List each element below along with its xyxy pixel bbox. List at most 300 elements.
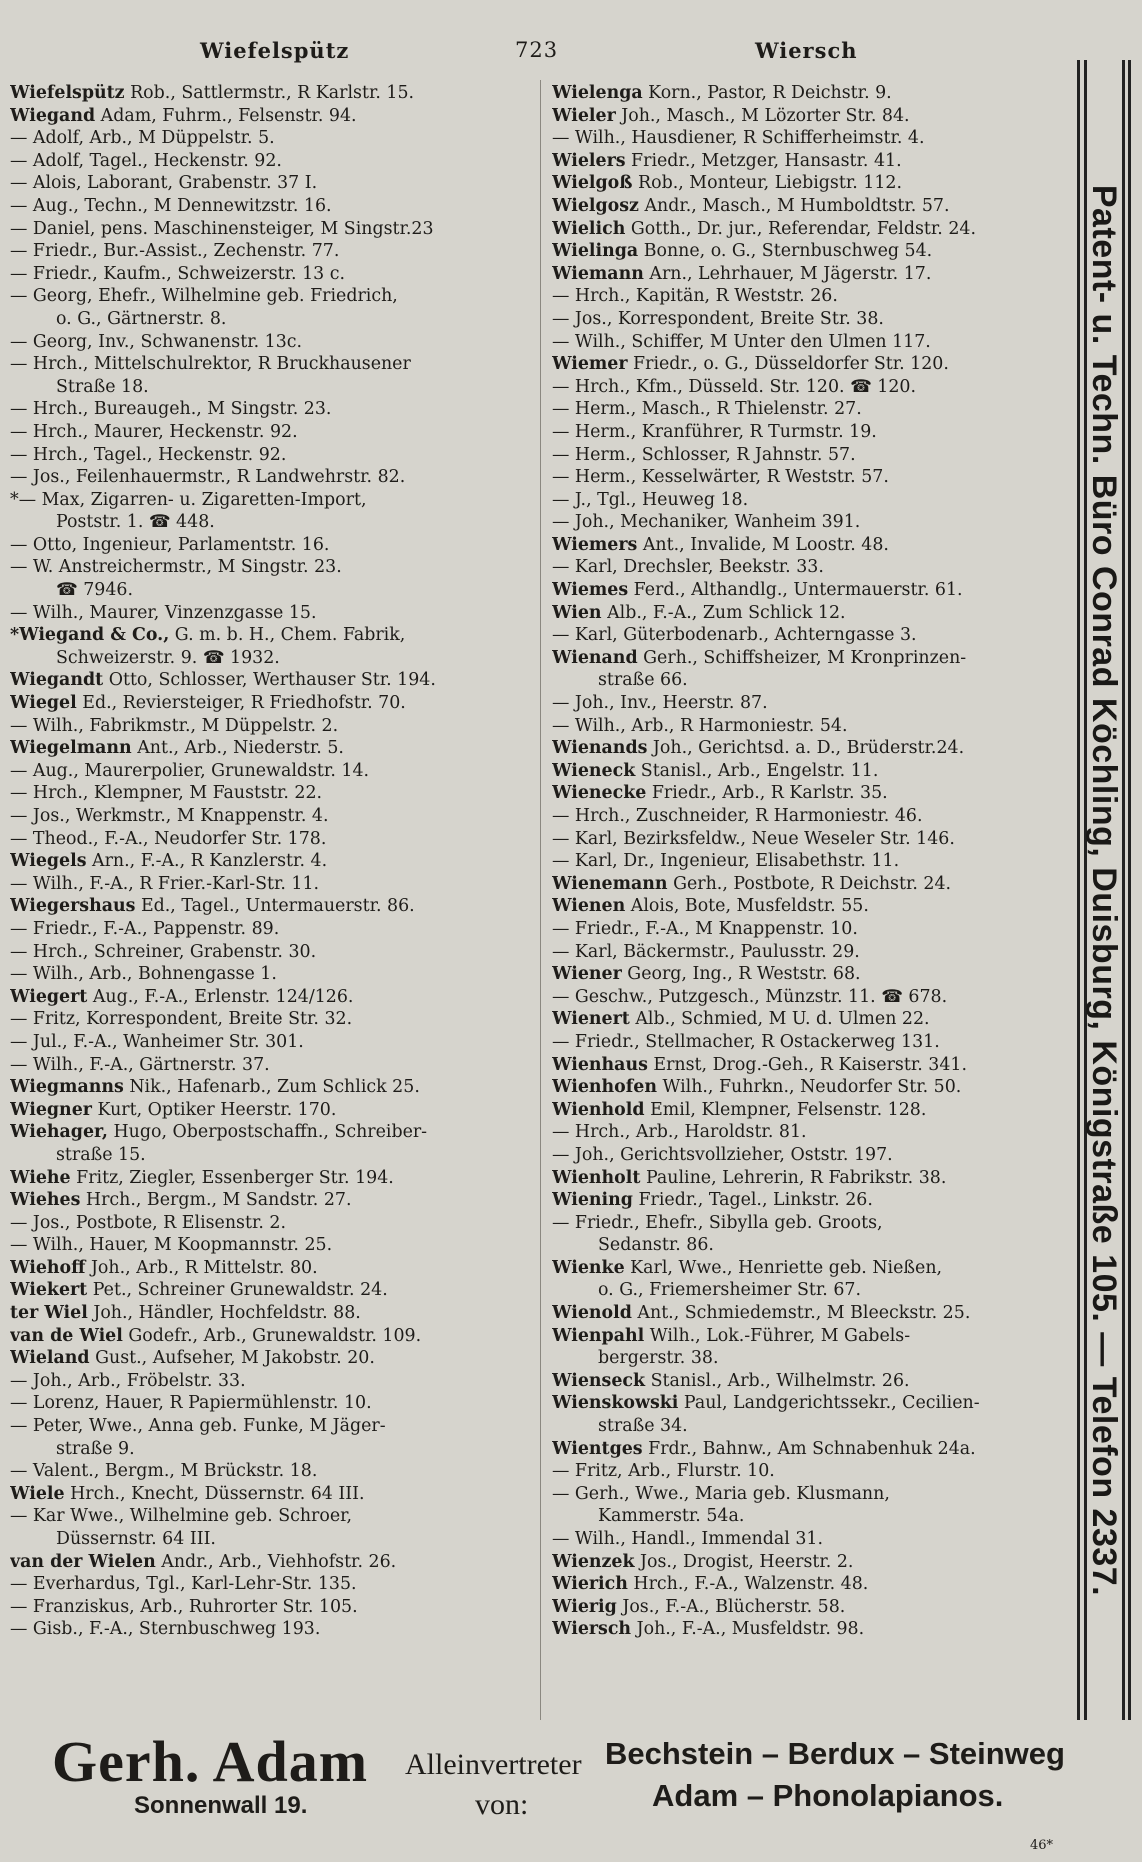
entry-details: — Georg, Ehefr., Wilhelmine geb. Friedrich, <box>10 286 398 307</box>
directory-entry <box>552 1279 1052 1302</box>
directory-entry <box>552 1370 1052 1393</box>
entry-surname: Wienemann <box>552 873 668 894</box>
entry-details: — Herm., Masch., R Thielenstr. 27. <box>552 399 862 420</box>
directory-entry <box>10 647 530 670</box>
entry-surname: Wiekert <box>10 1280 88 1301</box>
entry-surname: Wienhofen <box>552 1077 657 1098</box>
directory-entry <box>552 1302 1052 1325</box>
entry-details: Hrch., Knecht, Düssernstr. 64 III. <box>64 1483 365 1504</box>
entry-surname: Wienecke <box>552 783 647 804</box>
directory-entry <box>552 1234 1052 1257</box>
directory-entry <box>552 105 1052 128</box>
entry-details: Joh., Masch., M Lözorter Str. 84. <box>615 105 910 126</box>
directory-entry <box>10 466 530 489</box>
directory-entry <box>552 850 1052 873</box>
directory-entry <box>552 918 1052 941</box>
entry-details: Düssernstr. 64 III. <box>56 1529 216 1549</box>
header-right-keyword: Wiersch <box>755 38 858 63</box>
entry-details: Godefr., Arb., Grunewaldstr. 109. <box>122 1325 422 1346</box>
entry-details: o. G., Friemersheimer Str. 67. <box>598 1280 862 1301</box>
entry-details: — Friedr., Kaufm., Schweizerstr. 13 c. <box>10 263 345 284</box>
entry-details: Friedr., Tagel., Linkstr. 26. <box>632 1190 873 1211</box>
entry-surname: Wienskowski <box>552 1393 679 1414</box>
entry-details: Hrch., Bergm., M Sandstr. 27. <box>80 1190 352 1211</box>
entry-surname: *Wiegand & Co., <box>10 625 170 646</box>
entry-details: Bonne, o. G., Sternbuschweg 54. <box>638 241 933 262</box>
entry-details: Alb., F.-A., Zum Schlick 12. <box>601 602 846 623</box>
entry-details: — Herm., Kranführer, R Turmstr. 19. <box>552 421 877 442</box>
entry-details: Jos., Drogist, Heerstr. 2. <box>634 1551 854 1572</box>
entry-details: Gotth., Dr. jur., Referendar, Feldstr. 24. <box>625 218 976 239</box>
entry-surname: Wienen <box>552 896 626 917</box>
entry-details: — Jos., Feilenhauermstr., R Landwehrstr. 82. <box>10 467 406 488</box>
directory-entry <box>10 895 530 918</box>
directory-entry <box>552 308 1052 331</box>
column-divider <box>540 80 541 1720</box>
directory-entry <box>552 1460 1052 1483</box>
directory-entry <box>552 1008 1052 1031</box>
directory-entry <box>552 873 1052 896</box>
entry-surname: Wienpahl <box>552 1325 645 1346</box>
advert-brand: Gerh. Adam <box>52 1729 369 1794</box>
entry-details: Adam, Fuhrm., Felsenstr. 94. <box>95 105 357 126</box>
entry-surname: Wiegandt <box>10 670 104 691</box>
directory-entry <box>10 1144 530 1167</box>
directory-entry <box>552 534 1052 557</box>
entry-details: — Lorenz, Hauer, R Papiermühlenstr. 10. <box>10 1393 372 1414</box>
entry-surname: Wieler <box>552 105 616 126</box>
entry-details: — Herm., Schlosser, R Jahnstr. 57. <box>552 444 856 465</box>
entry-details: — Aug., Maurerpolier, Grunewaldstr. 14. <box>10 760 370 781</box>
directory-entry <box>552 444 1052 467</box>
entry-surname: Wienzek <box>552 1551 635 1572</box>
directory-entry <box>552 828 1052 851</box>
entry-surname: Wien <box>552 602 602 623</box>
directory-entry <box>552 240 1052 263</box>
entry-details: Stanisl., Arb., Engelstr. 11. <box>635 760 879 781</box>
entry-surname: Wiegand <box>10 105 96 126</box>
directory-entry <box>10 1325 530 1348</box>
entry-surname: Wiehe <box>10 1167 71 1188</box>
entry-details: — Jos., Postbote, R Elisenstr. 2. <box>10 1212 287 1233</box>
entry-details: — J., Tgl., Heuweg 18. <box>552 489 749 510</box>
entry-details: *— Max, Zigarren- u. Zigaretten-Import, <box>10 489 367 510</box>
directory-entry <box>552 1415 1052 1438</box>
directory-entry <box>10 986 530 1009</box>
entry-surname: Wienhold <box>552 1099 645 1120</box>
directory-entry <box>10 1392 530 1415</box>
entry-details: Schweizerstr. 9. ☎ 1932. <box>56 647 280 668</box>
entry-details: — Otto, Ingenieur, Parlamentstr. 16. <box>10 534 330 555</box>
entry-details: — Wilh., Fabrikmstr., M Düppelstr. 2. <box>10 715 339 736</box>
entry-surname: Wienhaus <box>552 1054 648 1075</box>
directory-entry <box>10 1121 530 1144</box>
directory-entry <box>10 1347 530 1370</box>
entry-details: — Georg, Inv., Schwanenstr. 13c. <box>10 331 303 352</box>
directory-entry <box>552 331 1052 354</box>
directory-entry <box>10 421 530 444</box>
entry-details: — Joh., Mechaniker, Wanheim 391. <box>552 512 861 533</box>
entry-surname: Wiersch <box>552 1619 632 1640</box>
directory-entry <box>10 873 530 896</box>
right-column <box>552 82 1052 1641</box>
directory-entry <box>10 444 530 467</box>
entry-surname: Wiemes <box>552 580 629 601</box>
entry-details: Ed., Reviersteiger, R Friedhofstr. 70. <box>76 693 406 714</box>
directory-entry <box>10 737 530 760</box>
directory-entry <box>10 1076 530 1099</box>
directory-entry <box>552 579 1052 602</box>
directory-entry <box>552 1392 1052 1415</box>
directory-entry <box>10 1618 530 1641</box>
directory-entry <box>10 331 530 354</box>
directory-entry <box>10 1528 530 1551</box>
entry-details: Alois, Bote, Musfeldstr. 55. <box>625 896 869 917</box>
directory-entry <box>552 1189 1052 1212</box>
entry-details: — Hrch., Zuschneider, R Harmoniestr. 46. <box>552 806 923 826</box>
entry-surname: Wienert <box>552 1009 630 1030</box>
entry-surname: Wiemann <box>552 263 644 284</box>
entry-details: — Wilh., F.-A., Gärtnerstr. 37. <box>10 1054 270 1075</box>
directory-entry <box>10 376 530 399</box>
entry-details: — Hrch., Kfm., Düsseld. Str. 120. ☎ 120. <box>552 376 916 397</box>
entry-details: — Aug., Techn., M Dennewitzstr. 16. <box>10 195 332 216</box>
entry-details: Friedr., Arb., R Karlstr. 35. <box>646 783 888 804</box>
directory-entry <box>552 376 1052 399</box>
directory-entry <box>10 579 530 602</box>
directory-entry <box>10 1302 530 1325</box>
directory-entry <box>552 556 1052 579</box>
directory-entry <box>10 195 530 218</box>
entry-details: Friedr., Metzger, Hansastr. 41. <box>625 150 902 171</box>
entry-surname: Wiehes <box>10 1190 81 1211</box>
directory-entry <box>552 1031 1052 1054</box>
entry-details: Ernst, Drog.-Geh., R Kaiserstr. 341. <box>647 1054 967 1075</box>
directory-entry <box>552 715 1052 738</box>
entry-surname: Wienold <box>552 1303 632 1324</box>
entry-surname: Wielinga <box>552 241 639 262</box>
directory-entry <box>10 1438 530 1461</box>
directory-entry <box>10 511 530 534</box>
entry-surname: Wiegner <box>10 1099 92 1120</box>
advert-brands-line-2: Adam – Phonolapianos. <box>652 1778 1004 1813</box>
entry-surname: Wiele <box>10 1483 65 1504</box>
directory-entry <box>552 466 1052 489</box>
directory-entry <box>10 760 530 783</box>
entry-details: Georg, Ing., R Weststr. 68. <box>621 964 861 985</box>
directory-entry <box>552 285 1052 308</box>
entry-details: Paul, Landgerichtssekr., Cecilien- <box>678 1393 980 1414</box>
entry-surname: Wientges <box>552 1438 643 1459</box>
directory-entry <box>552 1596 1052 1619</box>
entry-details: — Franziskus, Arb., Ruhrorter Str. 105. <box>10 1596 358 1617</box>
entry-details: — Fritz, Korrespondent, Breite Str. 32. <box>10 1009 353 1030</box>
entry-surname: Wieneck <box>552 760 636 781</box>
directory-entry <box>10 353 530 376</box>
directory-entry <box>10 150 530 173</box>
directory-entry <box>10 941 530 964</box>
entry-details: — Fritz, Arb., Flurstr. 10. <box>552 1461 775 1482</box>
entry-details: — Wilh., Hausdiener, R Schifferheimstr. 4. <box>552 128 925 149</box>
directory-entry <box>10 1573 530 1596</box>
signature-mark: 46* <box>1030 1838 1054 1853</box>
directory-entry <box>552 1551 1052 1574</box>
directory-entry <box>552 760 1052 783</box>
entry-details: Frdr., Bahnw., Am Schnabenhuk 24a. <box>642 1438 976 1459</box>
directory-entry <box>10 1551 530 1574</box>
entry-details: — Jos., Werkmstr., M Knappenstr. 4. <box>10 806 329 826</box>
entry-details: Aug., F.-A., Erlenstr. 124/126. <box>87 986 354 1007</box>
entry-details: Andr., Arb., Viehhofstr. 26. <box>155 1551 397 1572</box>
directory-entry <box>552 602 1052 625</box>
directory-entry <box>10 1279 530 1302</box>
directory-entry <box>10 285 530 308</box>
directory-entry <box>10 1234 530 1257</box>
entry-details: straße 9. <box>56 1438 135 1459</box>
directory-entry <box>10 308 530 331</box>
entry-details: Rob., Sattlermstr., R Karlstr. 15. <box>124 83 415 103</box>
directory-entry <box>552 986 1052 1009</box>
entry-details: Arn., F.-A., R Kanzlerstr. 4. <box>86 851 328 872</box>
directory-entry <box>552 1347 1052 1370</box>
entry-details: — Hrch., Tagel., Heckenstr. 92. <box>10 444 287 465</box>
directory-entry <box>552 895 1052 918</box>
entry-details: — Wilh., F.-A., R Frier.-Karl-Str. 11. <box>10 873 320 894</box>
entry-details: — Wilh., Schiffer, M Unter den Ulmen 117. <box>552 331 931 352</box>
entry-details: Jos., F.-A., Blücherstr. 58. <box>616 1596 846 1617</box>
directory-entry <box>552 1054 1052 1077</box>
advert-alleinvertreter: Alleinvertreter <box>405 1748 582 1781</box>
entry-details: Pauline, Lehrerin, R Fabrikstr. 38. <box>640 1167 947 1188</box>
directory-entry <box>552 263 1052 286</box>
directory-entry <box>552 1483 1052 1506</box>
entry-surname: Wienholt <box>552 1167 641 1188</box>
entry-surname: Wiener <box>552 964 622 985</box>
entry-details: Gerh., Postbote, R Deichstr. 24. <box>667 873 952 894</box>
entry-surname: Wiegmanns <box>10 1077 124 1098</box>
entry-details: Hugo, Oberpostschaffn., Schreiber- <box>107 1122 428 1143</box>
side-banner-text: Patent- u. Techn. Büro Conrad Köchling, Duisburg, Königstraße 105. — Telefon 2337. <box>1085 184 1124 1596</box>
entry-details: — Hrch., Maurer, Heckenstr. 92. <box>10 421 298 442</box>
directory-entry <box>10 1031 530 1054</box>
entry-details: — Kar Wwe., Wilhelmine geb. Schroer, <box>10 1506 353 1527</box>
directory-entry <box>552 195 1052 218</box>
entry-details: Hrch., F.-A., Walzenstr. 48. <box>627 1574 869 1595</box>
entry-surname: Wielgosz <box>552 195 639 216</box>
entry-details: G. m. b. H., Chem. Fabrik, <box>169 625 406 646</box>
directory-entry <box>552 1325 1052 1348</box>
entry-surname: Wienseck <box>552 1370 646 1391</box>
entry-details: bergerstr. 38. <box>598 1348 719 1369</box>
directory-entry <box>10 805 530 828</box>
entry-surname: Wienke <box>552 1257 625 1278</box>
entry-details: — W. Anstreichermstr., M Singstr. 23. <box>10 557 342 578</box>
entry-details: — Friedr., F.-A., M Knappenstr. 10. <box>552 918 858 939</box>
entry-details: Joh., F.-A., Musfeldstr. 98. <box>631 1619 865 1640</box>
entry-details: — Alois, Laborant, Grabenstr. 37 I. <box>10 173 318 194</box>
entry-details: — Friedr., Bur.-Assist., Zechenstr. 77. <box>10 241 340 262</box>
entry-details: Rob., Monteur, Liebigstr. 112. <box>632 173 903 194</box>
directory-entry <box>10 850 530 873</box>
directory-entry <box>10 218 530 241</box>
entry-details: — Karl, Bezirksfeldw., Neue Weseler Str. 146. <box>552 828 955 849</box>
directory-entry <box>552 737 1052 760</box>
advert-brands-line-1: Bechstein – Berdux – Steinweg <box>605 1736 1065 1771</box>
directory-entry <box>552 511 1052 534</box>
entry-details: Straße 18. <box>56 376 149 397</box>
entry-details: — Peter, Wwe., Anna geb. Funke, M Jäger- <box>10 1416 386 1437</box>
entry-details: Sedanstr. 86. <box>598 1235 714 1256</box>
directory-entry <box>552 353 1052 376</box>
directory-entry <box>552 82 1052 105</box>
directory-entry <box>10 1370 530 1393</box>
entry-details: — Friedr., Ehefr., Sibylla geb. Groots, <box>552 1212 883 1233</box>
entry-surname: Wiening <box>552 1190 633 1211</box>
entry-details: Ant., Arb., Niederstr. 5. <box>131 738 344 759</box>
directory-entry <box>10 963 530 986</box>
entry-surname: Wiegels <box>10 851 87 872</box>
entry-details: Otto, Schlosser, Werthauser Str. 194. <box>103 670 436 691</box>
entry-surname: van de Wiel <box>10 1325 123 1346</box>
directory-entry <box>10 1054 530 1077</box>
entry-details: — Everhardus, Tgl., Karl-Lehr-Str. 135. <box>10 1574 357 1595</box>
advert-address: Sonnenwall 19. <box>134 1792 308 1819</box>
entry-details: — Wilh., Handl., Immendal 31. <box>552 1529 823 1549</box>
directory-entry <box>552 1573 1052 1596</box>
directory-entry <box>552 1257 1052 1280</box>
directory-entry <box>10 1099 530 1122</box>
entry-details: Wilh., Fuhrkn., Neudorfer Str. 50. <box>656 1077 962 1098</box>
entry-details: Ed., Tagel., Untermauerstr. 86. <box>135 896 415 917</box>
entry-surname: Wiehoff <box>10 1257 86 1278</box>
entry-details: — Joh., Gerichtsvollzieher, Oststr. 197. <box>552 1144 893 1165</box>
entry-details: Emil, Klempner, Felsenstr. 128. <box>644 1099 927 1120</box>
directory-entry <box>552 963 1052 986</box>
directory-entry <box>10 105 530 128</box>
entry-surname: Wieland <box>10 1348 90 1369</box>
directory-entry <box>552 1121 1052 1144</box>
directory-entry <box>10 715 530 738</box>
directory-entry <box>10 602 530 625</box>
side-banner <box>1086 74 1122 1706</box>
entry-details: Arn., Lehrhauer, M Jägerstr. 17. <box>643 263 932 284</box>
entry-details: — Herm., Kesselwärter, R Weststr. 57. <box>552 467 889 488</box>
directory-entry <box>552 1528 1052 1551</box>
directory-entry <box>552 489 1052 512</box>
directory-entry <box>10 172 530 195</box>
entry-details: — Hrch., Kapitän, R Weststr. 26. <box>552 286 838 307</box>
entry-details: — Daniel, pens. Maschinensteiger, M Singstr.23 <box>10 218 434 239</box>
page-number: 723 <box>515 38 559 62</box>
entry-surname: Wiegershaus <box>10 896 136 917</box>
directory-entry <box>552 218 1052 241</box>
entry-details: — Karl, Drechsler, Beekstr. 33. <box>552 557 824 578</box>
entry-details: Joh., Arb., R Mittelstr. 80. <box>85 1257 318 1278</box>
entry-details: straße 34. <box>598 1416 688 1437</box>
directory-entry <box>552 398 1052 421</box>
entry-details: — Wilh., Maurer, Vinzenzgasse 15. <box>10 602 317 623</box>
directory-entry <box>10 1189 530 1212</box>
entry-details: Wilh., Lok.-Führer, M Gabels- <box>644 1325 911 1346</box>
entry-surname: Wiemer <box>552 354 628 375</box>
entry-details: Ant., Schmiedemstr., M Bleeckstr. 25. <box>631 1303 971 1324</box>
entry-details: Kammerstr. 54a. <box>598 1506 745 1527</box>
entry-details: — Gerh., Wwe., Maria geb. Klusmann, <box>552 1483 890 1504</box>
entry-surname: Wiegel <box>10 693 77 714</box>
directory-entry <box>552 1438 1052 1461</box>
entry-details: — Hrch., Arb., Haroldstr. 81. <box>552 1122 807 1143</box>
entry-details: — Adolf, Tagel., Heckenstr. 92. <box>10 150 282 171</box>
directory-entry <box>10 489 530 512</box>
entry-details: Andr., Masch., M Humboldtstr. 57. <box>638 195 950 216</box>
directory-entry <box>552 624 1052 647</box>
directory-entry <box>10 398 530 421</box>
entry-details: — Gisb., F.-A., Sternbuschweg 193. <box>10 1619 321 1640</box>
entry-details: Pet., Schreiner Grunewaldstr. 24. <box>87 1280 388 1301</box>
entry-details: — Valent., Bergm., M Brückstr. 18. <box>10 1461 318 1482</box>
entry-details: Nik., Hafenarb., Zum Schlick 25. <box>123 1077 420 1098</box>
entry-details: — Friedr., F.-A., Pappenstr. 89. <box>10 918 280 939</box>
directory-entry <box>10 240 530 263</box>
entry-details: — Hrch., Bureaugeh., M Singstr. 23. <box>10 399 332 420</box>
directory-entry <box>552 172 1052 195</box>
directory-entry <box>552 647 1052 670</box>
entry-surname: Wiefelspütz <box>10 83 125 103</box>
entry-details: — Jos., Korrespondent, Breite Str. 38. <box>552 308 884 329</box>
entry-details: Ant., Invalide, M Loostr. 48. <box>637 534 889 555</box>
entry-details: — Geschw., Putzgesch., Münzstr. 11. ☎ 678. <box>552 986 948 1007</box>
entry-details: Kurt, Optiker Heerstr. 170. <box>91 1099 337 1120</box>
entry-surname: Wielers <box>552 150 626 171</box>
entry-details: Karl, Wwe., Henriette geb. Nießen, <box>624 1257 943 1278</box>
entry-details: Korn., Pastor, R Deichstr. 9. <box>642 83 892 103</box>
entry-details: — Karl, Güterbodenarb., Achterngasse 3. <box>552 625 917 646</box>
entry-details: Gerh., Schiffsheizer, M Kronprinzen- <box>637 647 967 668</box>
entry-surname: Wielgoß <box>552 173 633 194</box>
left-column <box>10 82 530 1641</box>
directory-entry <box>552 1076 1052 1099</box>
entry-details: Poststr. 1. ☎ 448. <box>56 512 215 533</box>
directory-entry <box>552 127 1052 150</box>
header-left-keyword: Wiefelspütz <box>200 38 350 63</box>
directory-entry <box>552 1144 1052 1167</box>
directory-entry <box>10 624 530 647</box>
directory-entry <box>10 82 530 105</box>
directory-entry <box>10 1212 530 1235</box>
directory-entry <box>10 534 530 557</box>
directory-entry <box>10 1167 530 1190</box>
directory-entry <box>10 1483 530 1506</box>
entry-surname: Wielenga <box>552 83 643 103</box>
entry-details: — Wilh., Arb., Bohnengasse 1. <box>10 964 277 985</box>
entry-details: Joh., Händler, Hochfeldstr. 88. <box>87 1303 361 1324</box>
entry-details: straße 66. <box>598 670 688 691</box>
entry-details: — Wilh., Hauer, M Koopmannstr. 25. <box>10 1235 333 1256</box>
directory-entry <box>552 421 1052 444</box>
directory-entry <box>552 1099 1052 1122</box>
directory-entry <box>10 263 530 286</box>
directory-entry <box>552 1505 1052 1528</box>
entry-surname: Wielich <box>552 218 626 239</box>
entry-details: — Wilh., Arb., R Harmoniestr. 54. <box>552 715 848 736</box>
directory-entry <box>10 828 530 851</box>
directory-entry <box>10 1460 530 1483</box>
directory-entry <box>552 782 1052 805</box>
directory-entry <box>552 805 1052 828</box>
advert-von: von: <box>475 1788 529 1821</box>
directory-entry <box>10 1257 530 1280</box>
entry-surname: ter Wiel <box>10 1303 88 1324</box>
